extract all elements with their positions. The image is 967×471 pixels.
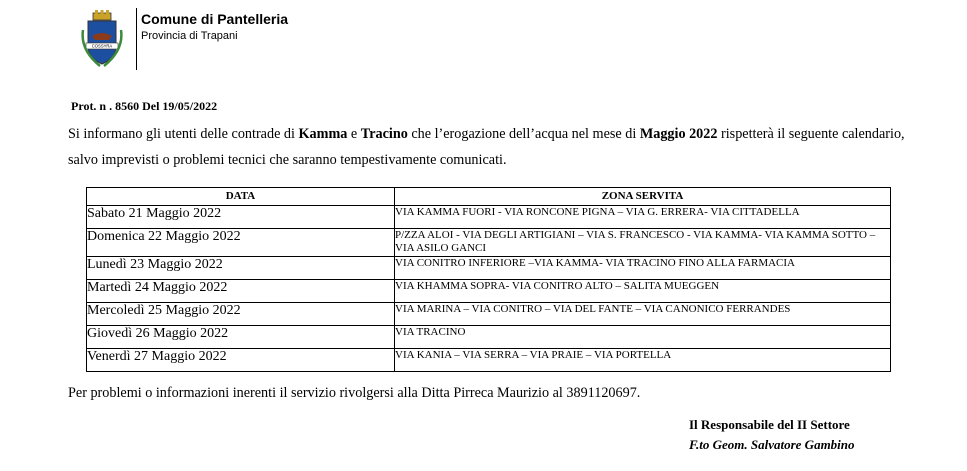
row-date: Venerdì 27 Maggio 2022 [87, 349, 395, 372]
table-row [87, 206, 891, 229]
header-zona-servita: ZONA SERVITA [395, 188, 891, 206]
water-schedule-table [86, 187, 891, 372]
contact-note: Per problemi o informazioni inerenti il servizio rivolgersi alla Ditta Pirreca Maurizio al 3891120697. [68, 385, 641, 401]
row-zone: VIA KAMMA FUORI - VIA RONCONE PIGNA – VIA G. ERRERA- VIA CITTADELLA [395, 206, 891, 229]
row-zone: VIA KHAMMA SOPRA- VIA CONITRO ALTO – SALITA MUEGGEN [395, 280, 891, 303]
signature-title: Il Responsabile del II Settore [689, 417, 850, 432]
municipality-crest-logo [80, 10, 124, 68]
table-row [87, 257, 891, 280]
signature-name: F.to Geom. Salvatore Gambino [689, 437, 855, 452]
municipality-name: Comune di Pantelleria [141, 11, 289, 27]
table-row [87, 229, 891, 257]
svg-text:COSSYRA: COSSYRA [91, 43, 113, 49]
header-divider [136, 8, 137, 70]
row-date: Martedì 24 Maggio 2022 [87, 280, 395, 303]
table-row [87, 303, 891, 326]
province-name: Provincia di Trapani [141, 30, 238, 42]
table-row [87, 326, 891, 349]
row-zone: VIA CONITRO INFERIORE –VIA KAMMA- VIA TRACINO FINO ALLA FARMACIA [395, 257, 891, 280]
row-zone: P/ZZA ALOI - VIA DEGLI ARTIGIANI – VIA S. FRANCESCO - VIA KAMMA- VIA KAMMA SOTTO – VIA ASILO GANCI [395, 229, 891, 257]
header-data: DATA [87, 188, 395, 206]
row-zone: VIA KANIA – VIA SERRA – VIA PRAIE – VIA PORTELLA [395, 349, 891, 372]
intro-paragraph: Si informano gli utenti delle contrade di Kamma e Tracino che l’erogazione dell’acqua nel mese di Maggio 2022 rispetterà il seguente calendario, salvo imprevisti o problemi tecnici che saranno tempestivamente comunicati. [68, 126, 905, 168]
row-date: Domenica 22 Maggio 2022 [87, 229, 395, 257]
row-zone: VIA MARINA – VIA CONITRO – VIA DEL FANTE – VIA CANONICO FERRANDES [395, 303, 891, 326]
row-date: Mercoledì 25 Maggio 2022 [87, 303, 395, 326]
row-zone: VIA TRACINO [395, 326, 891, 349]
row-date: Sabato 21 Maggio 2022 [87, 206, 395, 229]
table-header-row [87, 188, 891, 206]
table-row [87, 349, 891, 372]
protocol-line: Prot. n . 8560 Del 19/05/2022 [71, 99, 218, 113]
table-row [87, 280, 891, 303]
row-date: Giovedì 26 Maggio 2022 [87, 326, 395, 349]
row-date: Lunedì 23 Maggio 2022 [87, 257, 395, 280]
